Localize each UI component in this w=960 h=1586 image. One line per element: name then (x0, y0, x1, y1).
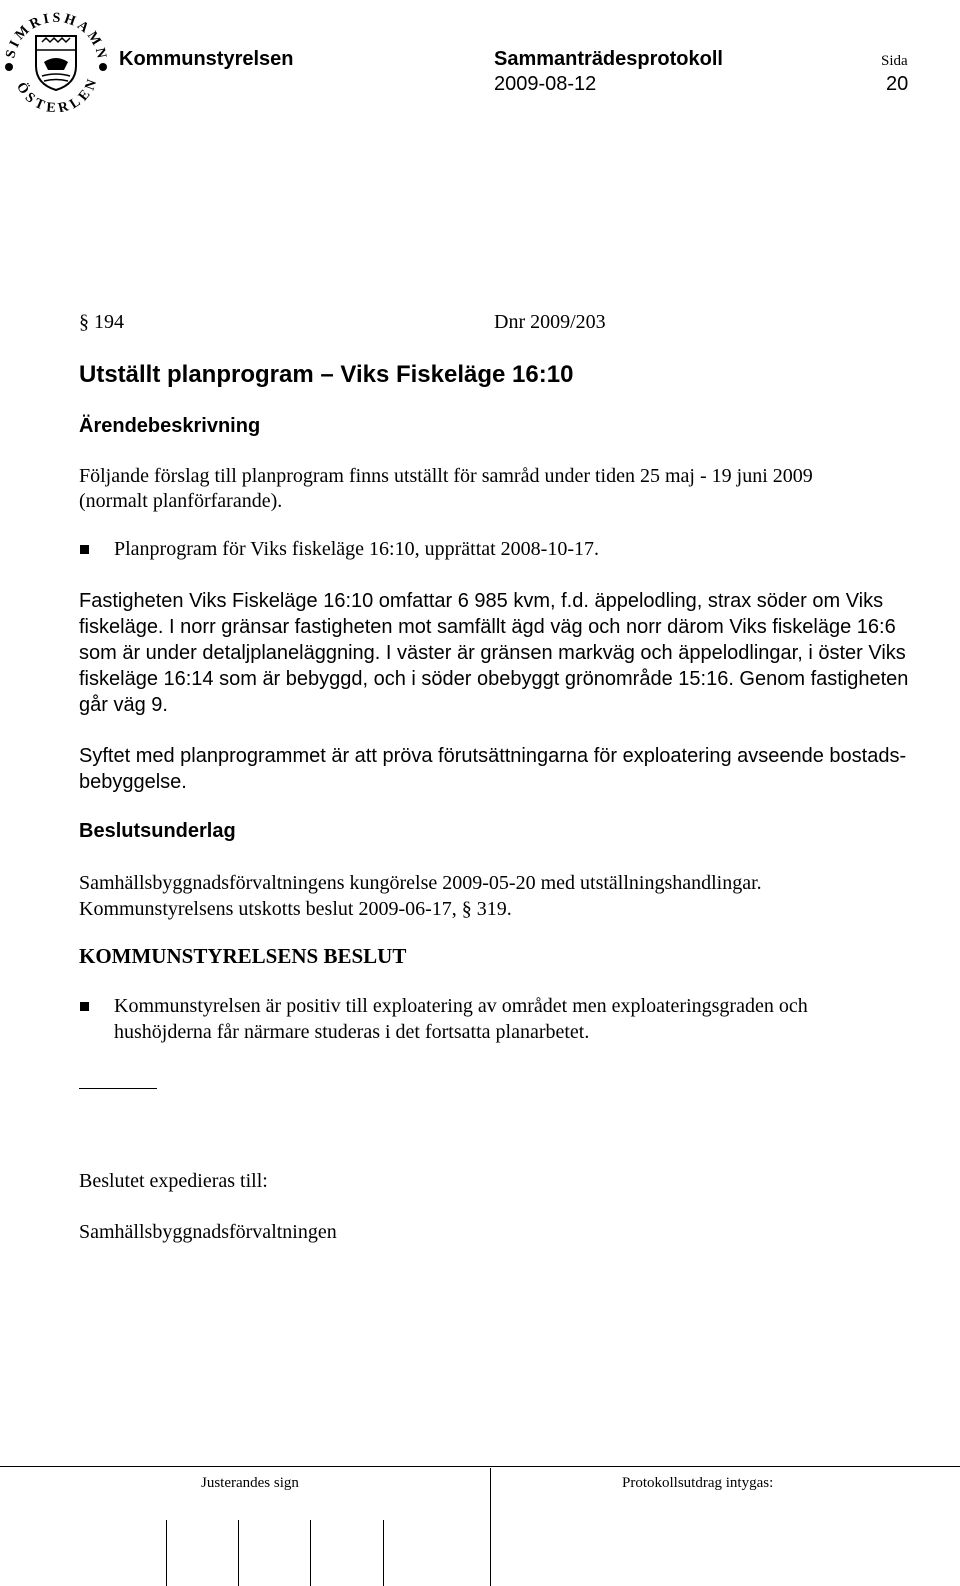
intro-line-2: (normalt planförfarande). (79, 490, 283, 512)
header-organisation: Kommunstyrelsen (119, 48, 294, 70)
description-line-1: Fastigheten Viks Fiskeläge 16:10 omfattar 6 985 kvm, f.d. äppelodling, strax söder om Viks (79, 590, 884, 612)
beslut-line-2: hushöjderna får närmare studeras i det fortsatta planarbetet. (114, 1021, 590, 1043)
paragraph-number: 194 (94, 311, 124, 333)
header-document-type: Sammanträdesprotokoll (494, 48, 723, 70)
header-date: 2009-08-12 (494, 73, 597, 95)
signature-box-divider (310, 1520, 311, 1586)
footer-justerandes-sign: Justerandes sign (201, 1475, 299, 1491)
dnr-number: Dnr 2009/203 (494, 311, 606, 333)
bullet-square-icon (80, 1002, 89, 1011)
footer-rule (0, 1466, 960, 1467)
separator-line (79, 1088, 157, 1089)
beslutsunderlag-line-1: Samhällsbyggnadsförvaltningens kungörelse 2009-05-20 med utställningshandlingar. (79, 872, 762, 894)
footer-column-divider (490, 1468, 491, 1586)
bullet-square-icon (80, 545, 89, 554)
description-line-2: fiskeläge. I norr gränsar fastigheten mot samfällt ägd väg och norr därom Viks fiskeläge 16:6 (79, 616, 896, 638)
municipality-seal-logo (0, 0, 112, 112)
description-line-5: går väg 9. (79, 694, 168, 716)
signature-box-divider (383, 1520, 384, 1586)
description-line-3: som är under detaljplaneläggning. I väster är gränsen markväg och äppelodlingar, i öster Viks (79, 642, 906, 664)
expediering-recipient: Samhällsbyggnadsförvaltningen (79, 1221, 337, 1243)
description-line-4: fiskeläge 16:14 som är bebyggd, och i söder obebyggt grönområde 15:16. Genom fastigheten (79, 668, 909, 690)
signature-box-divider (238, 1520, 239, 1586)
signature-box-divider (166, 1520, 167, 1586)
item-title: Utställt planprogram – Viks Fiskeläge 16:10 (79, 361, 574, 388)
section-heading-beslutsunderlag: Beslutsunderlag (79, 820, 236, 842)
logo-text-top: SIMRISHAMN (3, 10, 110, 63)
intro-line-1: Följande förslag till planprogram finns utställt för samråd under tiden 25 maj - 19 juni 2009 (79, 465, 813, 487)
paragraph-mark: § (79, 311, 89, 333)
section-heading-beslut: KOMMUNSTYRELSENS BESLUT (79, 944, 407, 968)
purpose-line-1: Syftet med planprogrammet är att pröva förutsättningarna för exploatering avseende bostads- (79, 745, 907, 767)
section-heading-arendebeskrivning: Ärendebeskrivning (79, 415, 261, 437)
bullet-item-planprogram: Planprogram för Viks fiskeläge 16:10, upprättat 2008-10-17. (114, 538, 599, 560)
footer-protokollsutdrag: Protokollsutdrag intygas: (622, 1475, 774, 1491)
beslutsunderlag-line-2: Kommunstyrelsens utskotts beslut 2009-06-17, § 319. (79, 898, 512, 920)
expediering-label: Beslutet expedieras till: (79, 1170, 268, 1192)
logo-text-bottom: ÖSTERLEN (12, 73, 102, 112)
header-page-number: 20 (886, 73, 909, 95)
header-page-label: Sida (881, 53, 908, 69)
purpose-line-2: bebyggelse. (79, 771, 187, 793)
beslut-line-1: Kommunstyrelsen är positiv till exploatering av området men exploateringsgraden och (114, 995, 808, 1017)
